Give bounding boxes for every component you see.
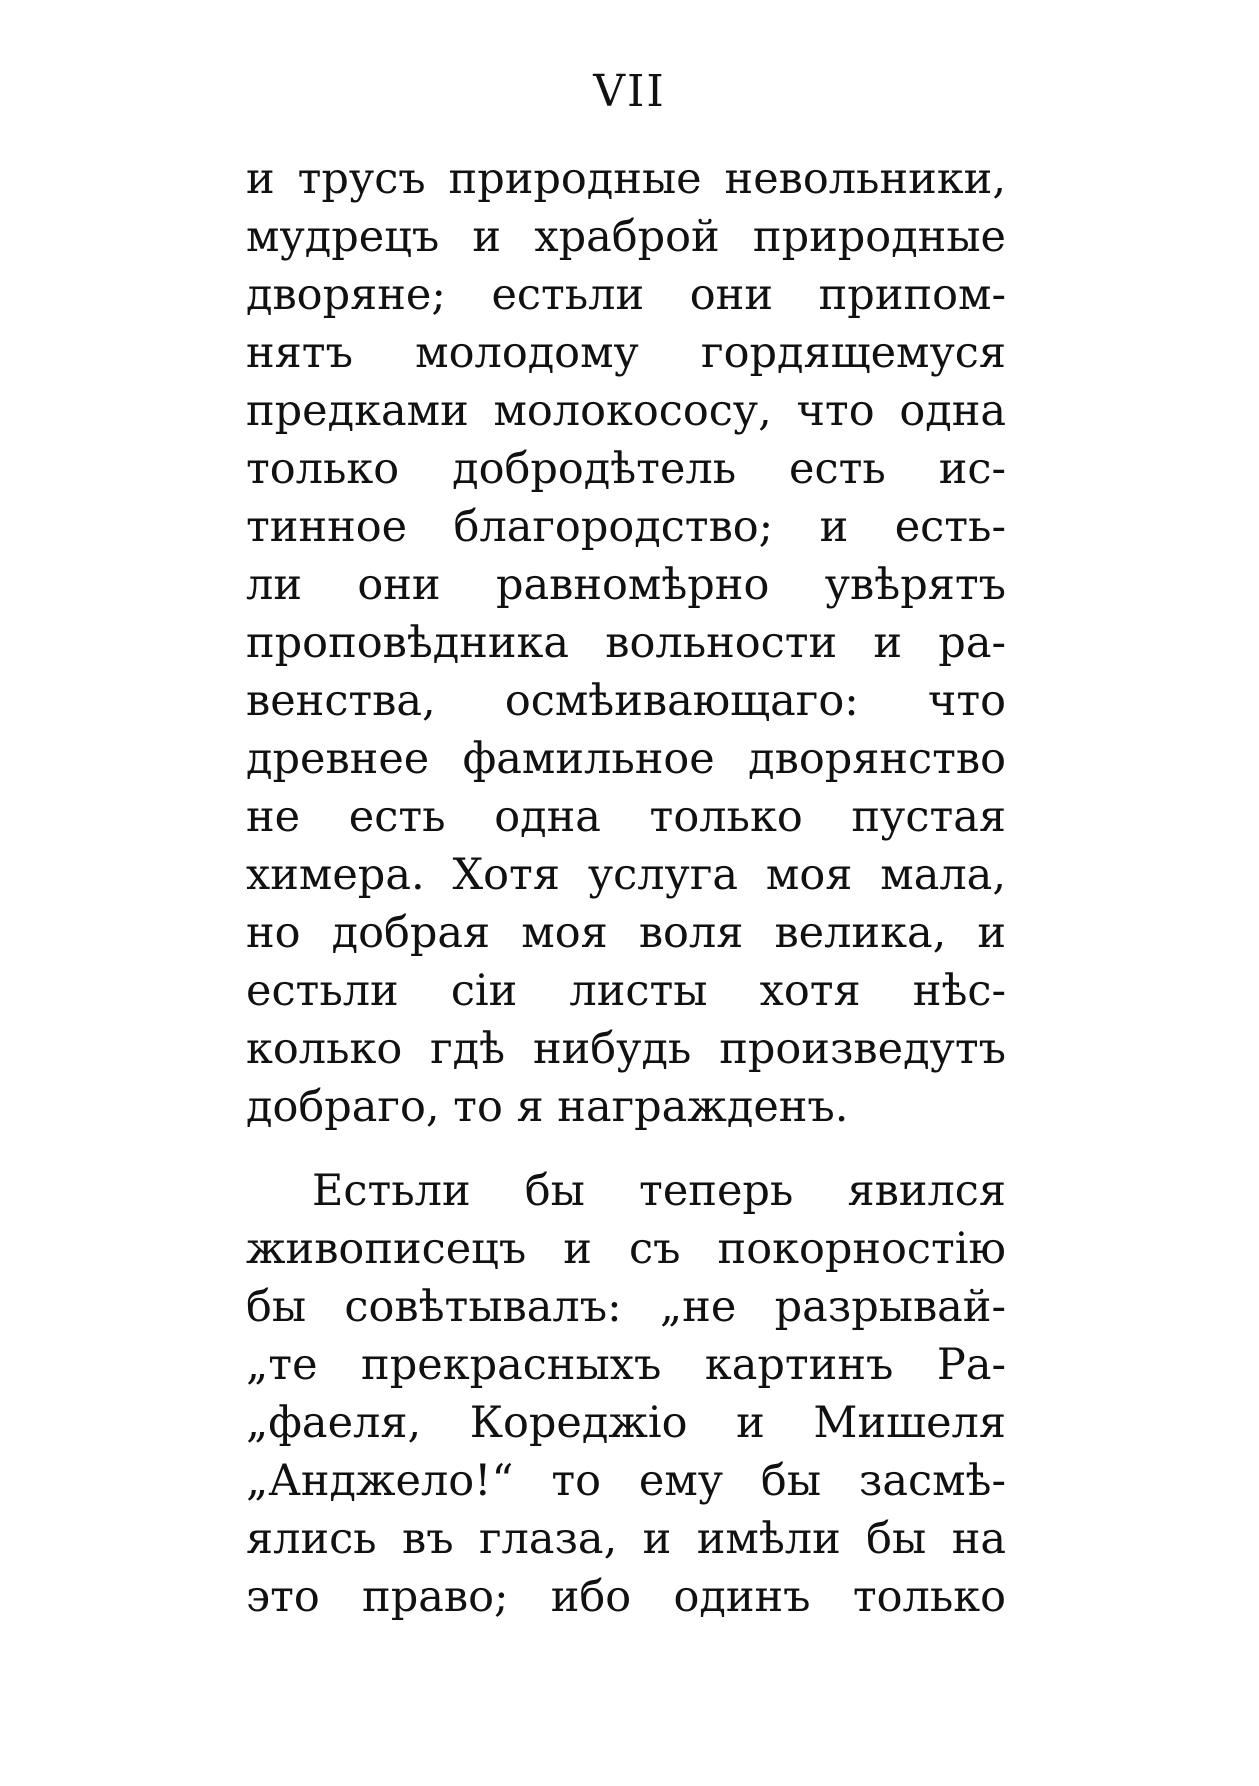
- text-line: и трусъ природные невольники,: [246, 154, 1006, 204]
- text-line: нятъ молодому гордящемуся: [246, 328, 1006, 378]
- text-line: бы совѣтывалъ: „не разрывай-: [246, 1282, 1006, 1332]
- text-line: мудрецъ и храброй природные: [246, 212, 1006, 262]
- text-line: ялись въ глаза, и имѣли бы на: [246, 1514, 1006, 1564]
- text-line: тинное благородство; и есть-: [246, 502, 1006, 552]
- text-line: колько гдѣ нибудь произведутъ: [246, 1024, 1006, 1074]
- text-line: Естьли бы теперь явился: [312, 1166, 1006, 1216]
- text-line: древнее фамильное дворянство: [246, 734, 1006, 784]
- text-line: „Анджело!“ то ему бы засмѣ-: [246, 1456, 1006, 1506]
- paragraph-1: [246, 150, 1006, 1136]
- text-line: это право; ибо одинъ только: [246, 1572, 1006, 1622]
- text-line: „фаеля, Кореджіо и Мишеля: [246, 1398, 1006, 1448]
- page-number: VII: [593, 66, 666, 117]
- paragraph-spacer: [246, 1136, 1006, 1162]
- text-line: проповѣдника вольности и ра-: [246, 618, 1006, 668]
- text-line: добраго, то я награжденъ.: [246, 1082, 849, 1132]
- text-line: не есть одна только пустая: [246, 792, 1006, 842]
- text-line: но добрая моя воля велика, и: [246, 908, 1006, 958]
- text-line: венства, осмѣивающаго: что: [246, 676, 1006, 726]
- text-line: химера. Хотя услуга моя мала,: [246, 850, 1006, 900]
- text-line: живописецъ и съ покорностію: [246, 1224, 1006, 1274]
- body-text: [246, 150, 1006, 1626]
- text-line: дворяне; естьли они припом-: [246, 270, 1006, 320]
- text-line: ли они равномѣрно увѣрятъ: [246, 560, 1006, 610]
- paragraph-2: [246, 1162, 1006, 1626]
- text-line: естьли сіи листы хотя нѣс-: [246, 966, 1006, 1016]
- text-line: предками молокососу, что одна: [246, 386, 1006, 436]
- text-line: только добродѣтель есть ис-: [246, 444, 1006, 494]
- text-line: „те прекрасныхъ картинъ Ра-: [246, 1340, 1006, 1390]
